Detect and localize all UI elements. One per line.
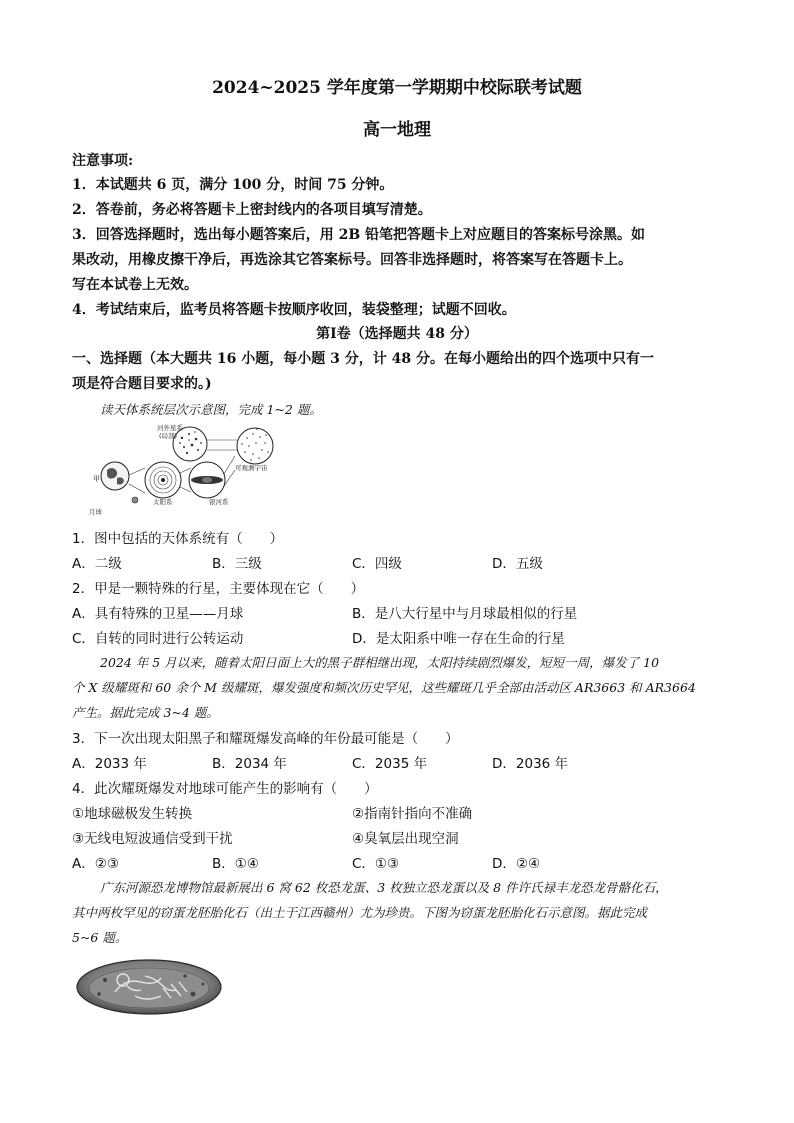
- q4-option-a[interactable]: A．②③: [72, 856, 119, 872]
- passage-2-line: 产生。据此完成 3~4 题。: [72, 705, 219, 720]
- section-instruction: 一、选择题（本大题共 16 小题，每小题 3 分，计 48 分。在每小题给出的四个选项中只有一: [72, 351, 654, 367]
- celestial-system-diagram: [85, 418, 300, 518]
- q1-option-a[interactable]: A．二级: [72, 556, 122, 572]
- q4-statement: ③无线电短波通信受到干扰: [72, 831, 233, 847]
- exam-subject: 高一地理: [363, 120, 431, 140]
- notice-item: 2．答卷前，务必将答题卡上密封线内的各项目填写清楚。: [72, 202, 432, 218]
- q2-option-d[interactable]: D．是太阳系中唯一存在生命的行星: [352, 631, 565, 647]
- section-instruction: 项是符合题目要求的。): [72, 376, 212, 392]
- q2-option-b[interactable]: B．是八大行星中与月球最相似的行星: [352, 606, 578, 622]
- notice-heading: 注意事项:: [72, 153, 134, 169]
- q3-option-a[interactable]: A．2033 年: [72, 756, 147, 772]
- question-4-stem: 4．此次耀斑爆发对地球可能产生的影响有（ ）: [72, 781, 378, 797]
- q1-option-d[interactable]: D．五级: [492, 556, 543, 572]
- q3-option-d[interactable]: D．2036 年: [492, 756, 569, 772]
- figure1-intro: 读天体系统层次示意图，完成 1~2 题。: [100, 402, 322, 417]
- exam-title: 2024~2025 学年度第一学期期中校际联考试题: [212, 78, 582, 98]
- galaxy-cluster-icon: [173, 427, 207, 461]
- label-jia: 甲: [93, 475, 100, 483]
- notice-item: 4．考试结束后，监考员将答题卡按顺序收回，装袋整理；试题不回收。: [72, 302, 516, 318]
- section-title: 第Ⅰ卷（选择题共 48 分）: [316, 326, 478, 342]
- label-moon: 月球: [89, 508, 102, 516]
- q2-option-c[interactable]: C．自转的同时进行公转运动: [72, 631, 244, 647]
- q4-statement: ①地球磁极发生转换: [72, 806, 193, 822]
- notice-item: 写在本试卷上无效。: [72, 277, 198, 293]
- label-galaxy-outer: 河外星系: [157, 424, 183, 432]
- q4-option-c[interactable]: C．①③: [352, 856, 400, 872]
- question-2-stem: 2．甲是一颗特殊的行星，主要体现在它（ ）: [72, 581, 365, 597]
- label-universe: 可观测宇宙: [235, 464, 268, 472]
- passage-3-line: 其中两枚罕见的窃蛋龙胚胎化石（出土于江西赣州）尤为珍贵。下图为窃蛋龙胚胎化石示意图。据此完成: [72, 905, 648, 920]
- q4-option-d[interactable]: D．②④: [492, 856, 541, 872]
- q2-option-a[interactable]: A．具有特殊的卫星——月球: [72, 606, 244, 622]
- oviraptor-embryo-fossil-image: [75, 958, 223, 1016]
- q4-option-b[interactable]: B．①④: [212, 856, 259, 872]
- notice-item: 1．本试题共 6 页，满分 100 分，时间 75 分钟。: [72, 177, 394, 193]
- question-3-stem: 3．下一次出现太阳黑子和耀斑爆发高峰的年份最可能是（ ）: [72, 731, 459, 747]
- q1-option-b[interactable]: B．三级: [212, 556, 262, 572]
- passage-3-line: 5~6 题。: [72, 930, 128, 945]
- label-solar-system: 太阳系: [153, 498, 173, 506]
- question-1-stem: 1．图中包括的天体系统有（ ）: [72, 531, 284, 547]
- label-galaxy-outer-sub: (局部): [159, 432, 178, 440]
- q3-option-b[interactable]: B．2034 年: [212, 756, 287, 772]
- q3-option-c[interactable]: C．2035 年: [352, 756, 428, 772]
- moon-icon: [132, 497, 138, 503]
- q1-option-c[interactable]: C．四级: [352, 556, 402, 572]
- passage-3-line: 广东河源恐龙博物馆最新展出 6 窝 62 枚恐龙蛋、3 枚独立恐龙蛋以及 8 件许氏禄丰龙恐龙骨骼化石，: [100, 880, 668, 895]
- label-milky-way: 银河系: [209, 498, 229, 506]
- passage-2-line: 2024 年 5 月以来，随着太阳日面上大的黑子群相继出现，太阳持续剧烈爆发，短短一周，爆发了 10: [100, 655, 660, 670]
- passage-2-line: 个 X 级耀斑和 60 余个 M 级耀斑，爆发强度和频次历史罕见，这些耀斑几乎全部由活动区 AR3663 和 AR3664: [72, 680, 696, 695]
- universe-icon: [237, 428, 273, 464]
- q4-statement: ②指南针指向不准确: [352, 806, 473, 822]
- notice-item: 果改动，用橡皮擦干净后，再选涂其它答案标号。回答非选择题时，将答案写在答题卡上。: [72, 252, 632, 268]
- q4-statement: ④臭氧层出现空洞: [352, 831, 459, 847]
- notice-item: 3．回答选择题时，选出每小题答案后，用 2B 铅笔把答题卡上对应题目的答案标号涂黑。如: [72, 227, 646, 243]
